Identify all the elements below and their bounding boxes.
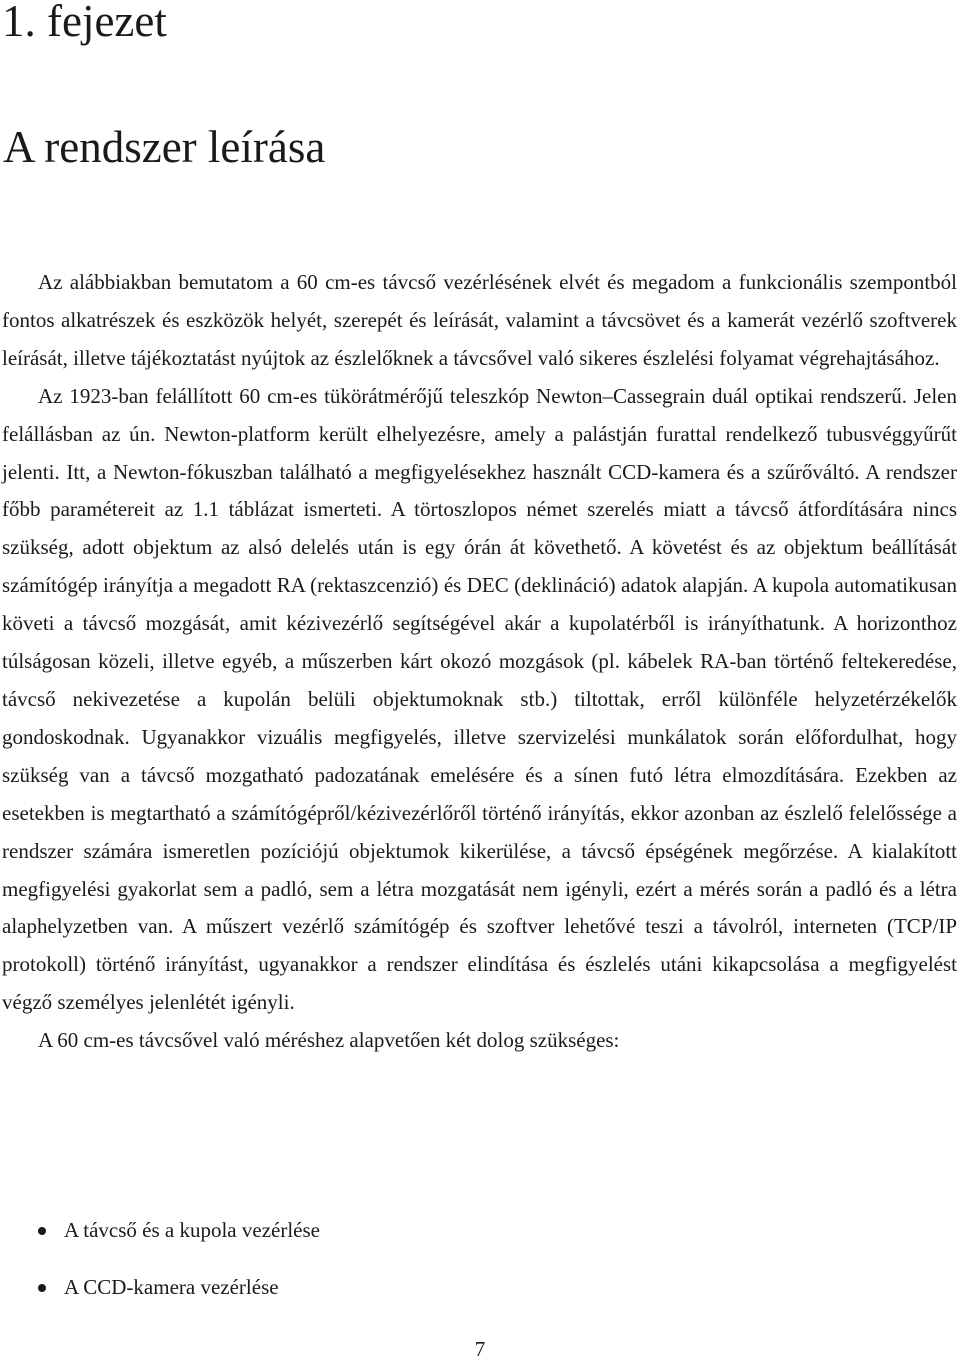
list-item-text: A CCD-kamera vezérlése [64,1275,279,1299]
list-item-text: A távcső és a kupola vezérlése [64,1218,320,1242]
intro-paragraph: Az alábbiakban bemutatom a 60 cm-es távcső vezérlésének elvét és megadom a funkcionális szempontból fontos alkatrészek és eszközök helyét, szerepét és leírását, valamint a távcsövet és a kamerát vezérlő szoftverek leírását, illetve tájékoztatást nyújtok az észlelőknek a távcsővel való sikeres észlelési folyamat végrehajtásához. [2,270,957,370]
chapter-title: A rendszer leírása [3,122,326,172]
body-text [2,264,957,1060]
list-item [0,1210,320,1250]
bullet-icon [38,1284,46,1292]
bullet-icon [38,1227,46,1235]
list-item [0,1267,320,1307]
requirements-list [0,1210,320,1307]
page-number: 7 [474,1337,486,1361]
chapter-label: 1. fejezet [2,0,167,46]
requirements-intro-paragraph: A 60 cm-es távcsővel való méréshez alapvetően két dolog szükséges: [38,1028,620,1053]
telescope-description-paragraph: Az 1923-ban felállított 60 cm-es tükörátmérőjű teleszkóp Newton–Cassegrain duál optikai rendszerű. Jelen felállásban az ún. Newton-platform került elhelyezésre, amely a palástján furattal rendelkező tubusvéggyűrűt jelenti. Itt, a Newton-fókuszban található a megfigyelésekhez használt CCD-kamera és a szűrőváltó. A rendszer főbb paramétereit az 1.1 táblázat ismerteti. A törtoszlopos német szerelés miatt a távcső átfordítására nincs szükség, adott objektum az alsó delelés után is egy órán át követhető. A követést és az objektum beállítását számítógép irányítja a megadott RA (rektaszcenzió) és DEC (deklináció) adatok alapján. A kupola automatikusan követi a távcső mozgását, amit kézivezérlő segítségével akár a kupolatérből is irányíthatunk. A horizonthoz túlságosan közeli, illetve egyéb, a műszerben kárt okozó mozgások (pl. kábelek RA-ban történő feltekeredése, távcső nekivezetése a kupolán belüli objektumoknak stb.) tiltottak, erről különféle helyzetérzékelők gondoskodnak. Ugyanakkor vizuális megfigyelés, illetve szervizelési munkálatok során előfordulhat, hogy szükség van a távcső mozgatható padozatának emelésére és a sínen futó létra elmozdítására. Ezekben az esetekben is megtartható a számítógépről/kézivezérlőről történő irányítás, ekkor azonban az észlelő felelőssége a rendszer számára ismeretlen pozíciójú objektumok kikerülése, a távcső épségének megőrzése. A kialakított megfigyelési gyakorlat sem a padló, sem a létra mozgatását nem igényli, ezért a mérés során a padló és a létra alaphelyzetben van. A műszert vezérlő számítógép és szoftver lehetővé teszi a távolról, interneten (TCP/IP protokoll) történő irányítást, ugyanakkor a rendszer elindítása és észlelés utáni kikapcsolása a megfigyelést végző személyes jelenlétét igényli. [2,383,957,1015]
